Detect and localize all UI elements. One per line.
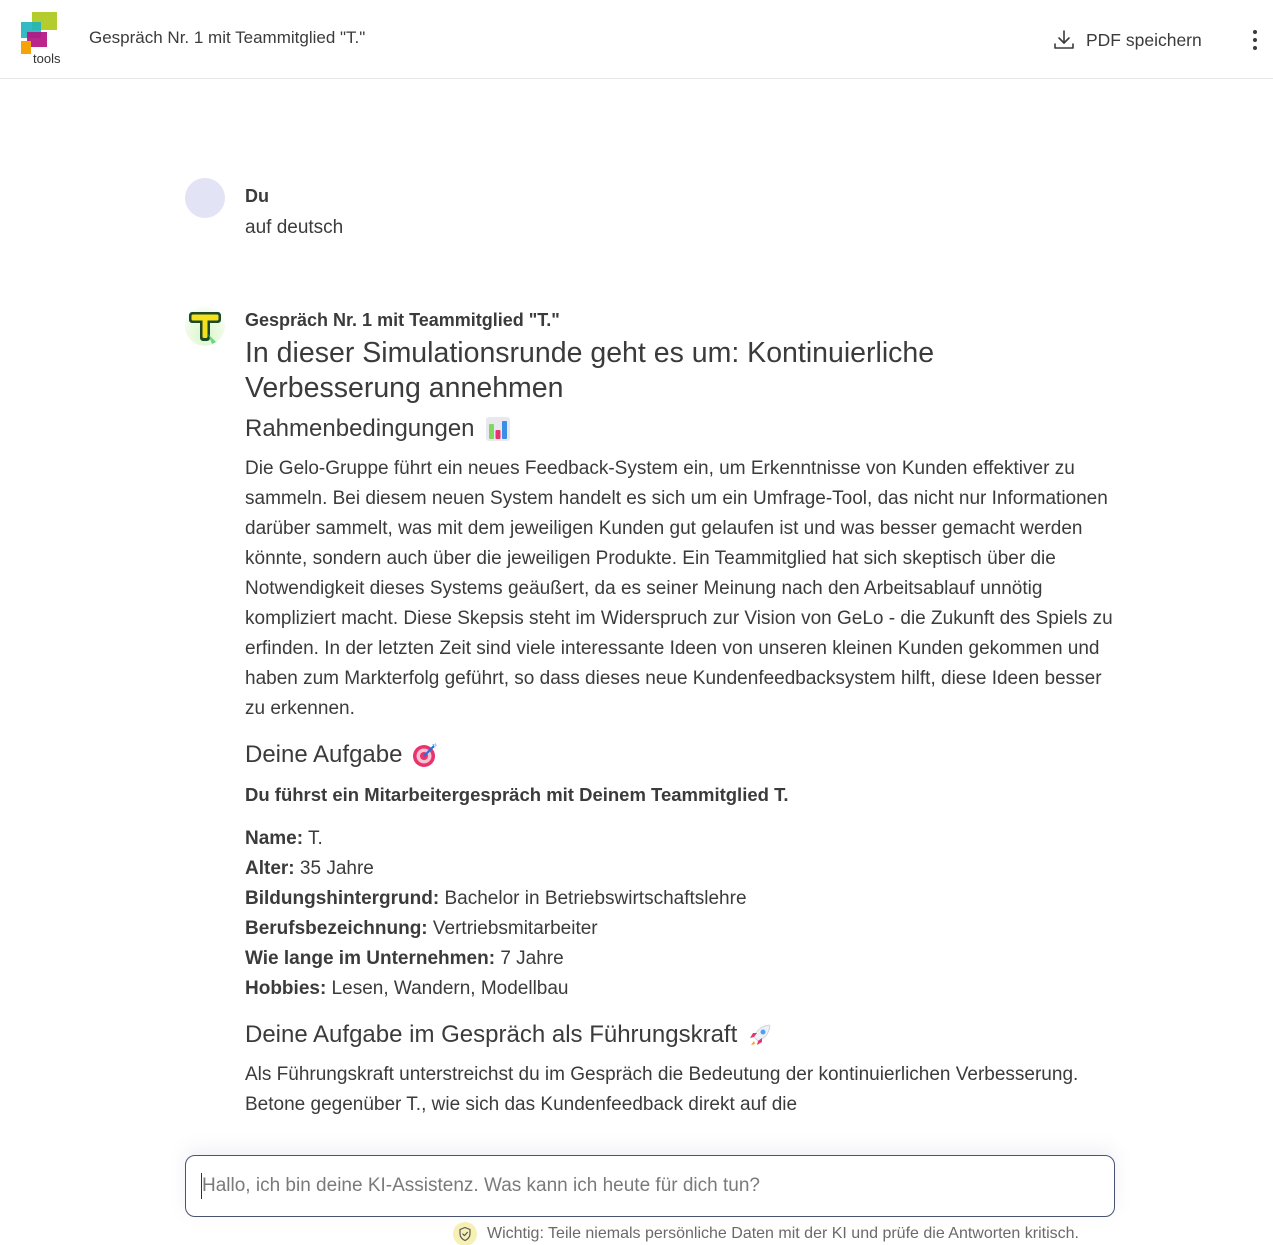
logo-square-orange <box>21 41 31 54</box>
profile-value: 35 Jahre <box>294 858 374 879</box>
section-heading-text: Deine Aufgabe <box>245 741 403 768</box>
bar-chart-icon <box>485 416 511 442</box>
message-sender: Gespräch Nr. 1 mit Teammitglied "T." <box>245 310 560 330</box>
section-heading-fuehrungskraft <box>245 1020 1115 1050</box>
chat-composer[interactable] <box>185 1155 1115 1217</box>
profile-row-hobbies <box>245 974 1115 1004</box>
t-letter-icon <box>185 306 225 346</box>
profile-key: Name: <box>245 828 304 849</box>
section-heading-rahmenbedingungen <box>245 414 1115 444</box>
profile-value: 7 Jahre <box>495 948 564 969</box>
profile-value: Bachelor in Betriebswirtschaftslehre <box>439 888 747 909</box>
profile-key: Hobbies: <box>245 978 327 999</box>
message-text: auf deutsch <box>245 217 344 238</box>
conversation-title: Gespräch Nr. 1 mit Teammitglied "T." <box>89 28 366 47</box>
user-message <box>185 178 1115 258</box>
bot-avatar <box>185 306 225 346</box>
profile-row-name <box>245 824 1115 854</box>
profile-key: Berufsbezeichnung: <box>245 918 428 939</box>
profile-key: Alter: <box>245 858 295 879</box>
download-icon <box>1052 28 1076 52</box>
profile-row-alter <box>245 854 1115 884</box>
profile-row-dauer <box>245 944 1115 974</box>
profile-key: Wie lange im Unternehmen: <box>245 948 496 969</box>
tools-logo[interactable] <box>20 12 66 68</box>
logo-text: tools <box>33 51 61 66</box>
section-heading-text: Rahmenbedingungen <box>245 415 475 442</box>
section-heading-deine-aufgabe <box>245 740 1115 770</box>
more-vertical-icon <box>1253 30 1257 34</box>
save-pdf-label: PDF speichern <box>1086 29 1202 50</box>
message-sender: Du <box>245 186 269 206</box>
shield-check-icon <box>453 1222 477 1245</box>
rocket-icon <box>747 1022 773 1048</box>
more-options-button[interactable] <box>1244 28 1266 52</box>
more-vertical-icon-dot <box>1253 46 1257 50</box>
simulation-title: In dieser Simulationsrunde geht es um: Kontinuierliche Verbesserung annehmen <box>245 337 935 404</box>
profile-list <box>245 824 1115 1004</box>
more-vertical-icon-dot <box>1253 38 1257 42</box>
profile-value: Vertriebsmitarbeiter <box>427 918 598 939</box>
chat-input[interactable] <box>202 1171 1092 1201</box>
section-heading-text: Deine Aufgabe im Gespräch als Führungskraft <box>245 1021 738 1048</box>
target-icon <box>412 742 438 768</box>
top-bar <box>0 0 1273 79</box>
user-avatar <box>185 178 225 218</box>
profile-value: Lesen, Wandern, Modellbau <box>326 978 569 999</box>
privacy-notice <box>453 1221 1079 1245</box>
profile-row-beruf <box>245 914 1115 944</box>
save-pdf-button[interactable] <box>1052 26 1202 54</box>
profile-row-bildung <box>245 884 1115 914</box>
task-intro: Du führst ein Mitarbeitergespräch mit Deinem Teammitglied T. <box>245 784 789 805</box>
profile-key: Bildungshintergrund: <box>245 888 440 909</box>
privacy-notice-text: Wichtig: Teile niemals persönliche Daten mit der KI und prüfe die Antworten kritisch. <box>487 1225 1079 1242</box>
text-caret <box>201 1173 202 1199</box>
section-text-fuehrungskraft: Als Führungskraft unterstreichst du im Gespräch die Bedeutung der kontinuierlichen Verbesserung. Betone gegenüber T., wie sich das Kundenfeedback direkt auf die <box>245 1064 1079 1115</box>
profile-value: T. <box>303 828 323 849</box>
section-text-rahmenbedingungen: Die Gelo-Gruppe führt ein neues Feedback-System ein, um Erkenntnisse von Kunden effektiver zu sammeln. Bei diesem neuen System handelt es sich um ein Umfrage-Tool, das nicht nur Informationen darüber sammelt, was mit dem jeweiligen Kunden gut gelaufen ist und was besser gemacht werden könnte, sondern auch über die jeweiligen Produkte. Ein Teammitglied hat sich skeptisch über die Notwendigkeit dieses Systems geäußert, da es seiner Meinung nach den Arbeitsablauf unnötig kompliziert macht. Diese Skepsis steht im Widerspruch zur Vision von GeLo - die Zukunft des Spiels zu erfinden. In der letzten Zeit sind viele interessante Ideen von unseren kleinen Kunden gekommen und haben zum Markterfolg geführt, so dass dieses neue Kundenfeedbacksystem hilft, diese Ideen besser zu erkennen. <box>245 458 1113 719</box>
